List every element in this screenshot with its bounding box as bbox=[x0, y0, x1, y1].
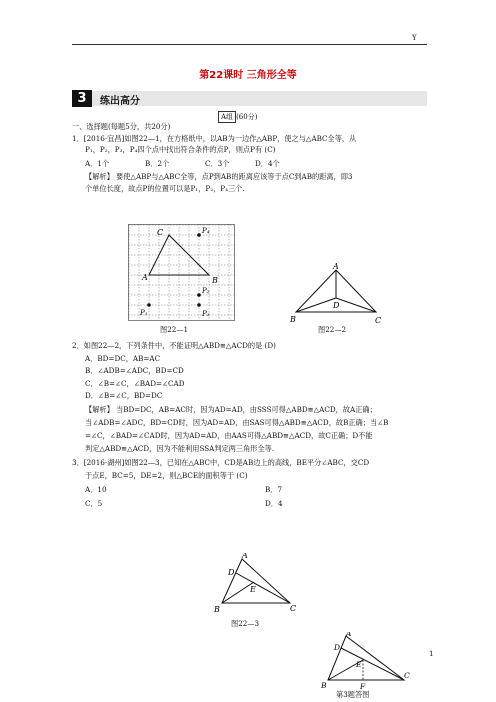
page-number: 1 bbox=[429, 649, 434, 658]
label-a: A bbox=[346, 632, 352, 638]
label-b: B bbox=[321, 681, 327, 690]
q3-option-a: A．10 bbox=[85, 485, 107, 494]
label-p1: P₁ bbox=[140, 309, 148, 317]
fig2-caption: 图22—2 bbox=[318, 325, 347, 334]
label-e: E bbox=[356, 660, 362, 669]
label-p3: P₃ bbox=[202, 310, 210, 318]
part1-heading: 一、选择题(每题5分，共20分) bbox=[72, 122, 171, 131]
point-p4 bbox=[197, 233, 201, 237]
q1-option-d: D．4个 bbox=[255, 159, 280, 168]
label-d: D bbox=[334, 643, 341, 652]
label-f: F bbox=[360, 682, 366, 691]
label-c: C bbox=[157, 228, 164, 237]
q2-option-c: C．∠B=∠C，∠BAD=∠CAD bbox=[85, 379, 185, 388]
figure-22-3 bbox=[210, 553, 300, 615]
label-b: B bbox=[214, 605, 220, 614]
q1-option-b: B．2个 bbox=[145, 159, 170, 168]
group-box: A组 bbox=[218, 111, 236, 123]
q2-option-d: D．∠B=∠C，BD=DC bbox=[85, 391, 163, 400]
q2-analysis-1: 【解析】 当BD=DC，AB=AC时，因为AD=AD，由SSS可得△ABD≌△ACD，故A正确； bbox=[85, 405, 377, 414]
q1-option-c: C．3个 bbox=[205, 159, 230, 168]
fig1-caption: 图22—1 bbox=[160, 325, 189, 334]
label-d: D bbox=[228, 568, 235, 577]
q3-option-c: C．5 bbox=[85, 499, 103, 508]
section-title: 练出高分 bbox=[100, 96, 140, 107]
q1-line1: 1．[2016·宜昌]如图22—1，在方格纸中，以AB为一边作△ABP，使之与△ABC全等，从 bbox=[72, 134, 357, 143]
q1-line2: P₁，P₂，P₃，P₄四个点中找出符合条件的点P，则点P有 (C) bbox=[85, 145, 276, 154]
label-e: E bbox=[250, 585, 256, 594]
label-c: C bbox=[290, 604, 297, 613]
label-c: C bbox=[375, 316, 382, 325]
figure-22-2 bbox=[286, 262, 386, 326]
q2-option-b: B．∠ADB=∠ADC，BD=CD bbox=[85, 366, 184, 375]
q3-line2: 于点E，BC=5，DE=2，则△BCE的面积等于 (C) bbox=[85, 471, 248, 480]
lesson-title: 第22课时 三角形全等 bbox=[199, 70, 297, 81]
q2-option-a: A．BD=DC，AB=AC bbox=[85, 354, 161, 363]
label-a: A bbox=[142, 273, 148, 282]
figure-22-1 bbox=[128, 224, 236, 322]
header-rule bbox=[72, 44, 427, 45]
group-score: (60分) bbox=[236, 113, 258, 121]
label-p4: P₄ bbox=[202, 227, 210, 235]
q2-analysis-2: 当∠ADB=∠ADC，BD=CD时，因为AD=AD，由SAS可得△ABD≌△ACD，故B正确；当∠B bbox=[85, 418, 389, 427]
figure-q3-answer bbox=[318, 632, 414, 692]
q3-option-b: B．7 bbox=[265, 485, 283, 494]
point-p2 bbox=[197, 293, 201, 297]
label-p2: P₂ bbox=[202, 287, 210, 295]
q2-analysis-4: 判定△ABD≌△ACD，因为不能利用SSA判定两三角形全等. bbox=[85, 444, 275, 453]
point-p3 bbox=[197, 303, 201, 307]
group-label bbox=[218, 111, 257, 123]
q1-option-a: A．1个 bbox=[85, 159, 110, 168]
q3-option-d: D．4 bbox=[265, 499, 283, 508]
q2-stem: 2．如图22—2，下列条件中，不能证明△ABD≌△ACD的是 (D) bbox=[72, 341, 276, 350]
label-d: D bbox=[333, 301, 340, 310]
fig3-caption: 图22—3 bbox=[231, 619, 260, 628]
altitude-cd bbox=[341, 648, 404, 680]
q1-analysis-1: 【解析】 要使△ABP与△ABC全等，点P到AB的距离应该等于点C到AB的距离，即3 bbox=[85, 172, 353, 181]
grid-lines bbox=[128, 224, 234, 320]
label-c: C bbox=[404, 671, 410, 680]
label-b: B bbox=[290, 315, 296, 324]
label-b: B bbox=[212, 276, 218, 285]
fig4-caption: 第3题答图 bbox=[336, 690, 370, 699]
q1-analysis-2: 个单位长度，故点P的位置可以是P₁，P₂，P₄三个. bbox=[85, 184, 245, 193]
label-a: A bbox=[333, 262, 339, 271]
label-a: A bbox=[242, 553, 248, 560]
q2-analysis-3: =∠C，∠BAD=∠CAD时，因为AD=AD，由AAS可得△ABD≌△ACD，故C正确；D不能 bbox=[85, 431, 373, 440]
point-p1 bbox=[147, 303, 151, 307]
section-badge: 3 bbox=[72, 90, 92, 107]
q3-line1: 3．[2016·湖州]如图22—3，已知在△ABC中，CD是AB边上的高线，BE平分∠ABC，交CD bbox=[72, 458, 370, 467]
header-mark: Y bbox=[412, 34, 417, 42]
